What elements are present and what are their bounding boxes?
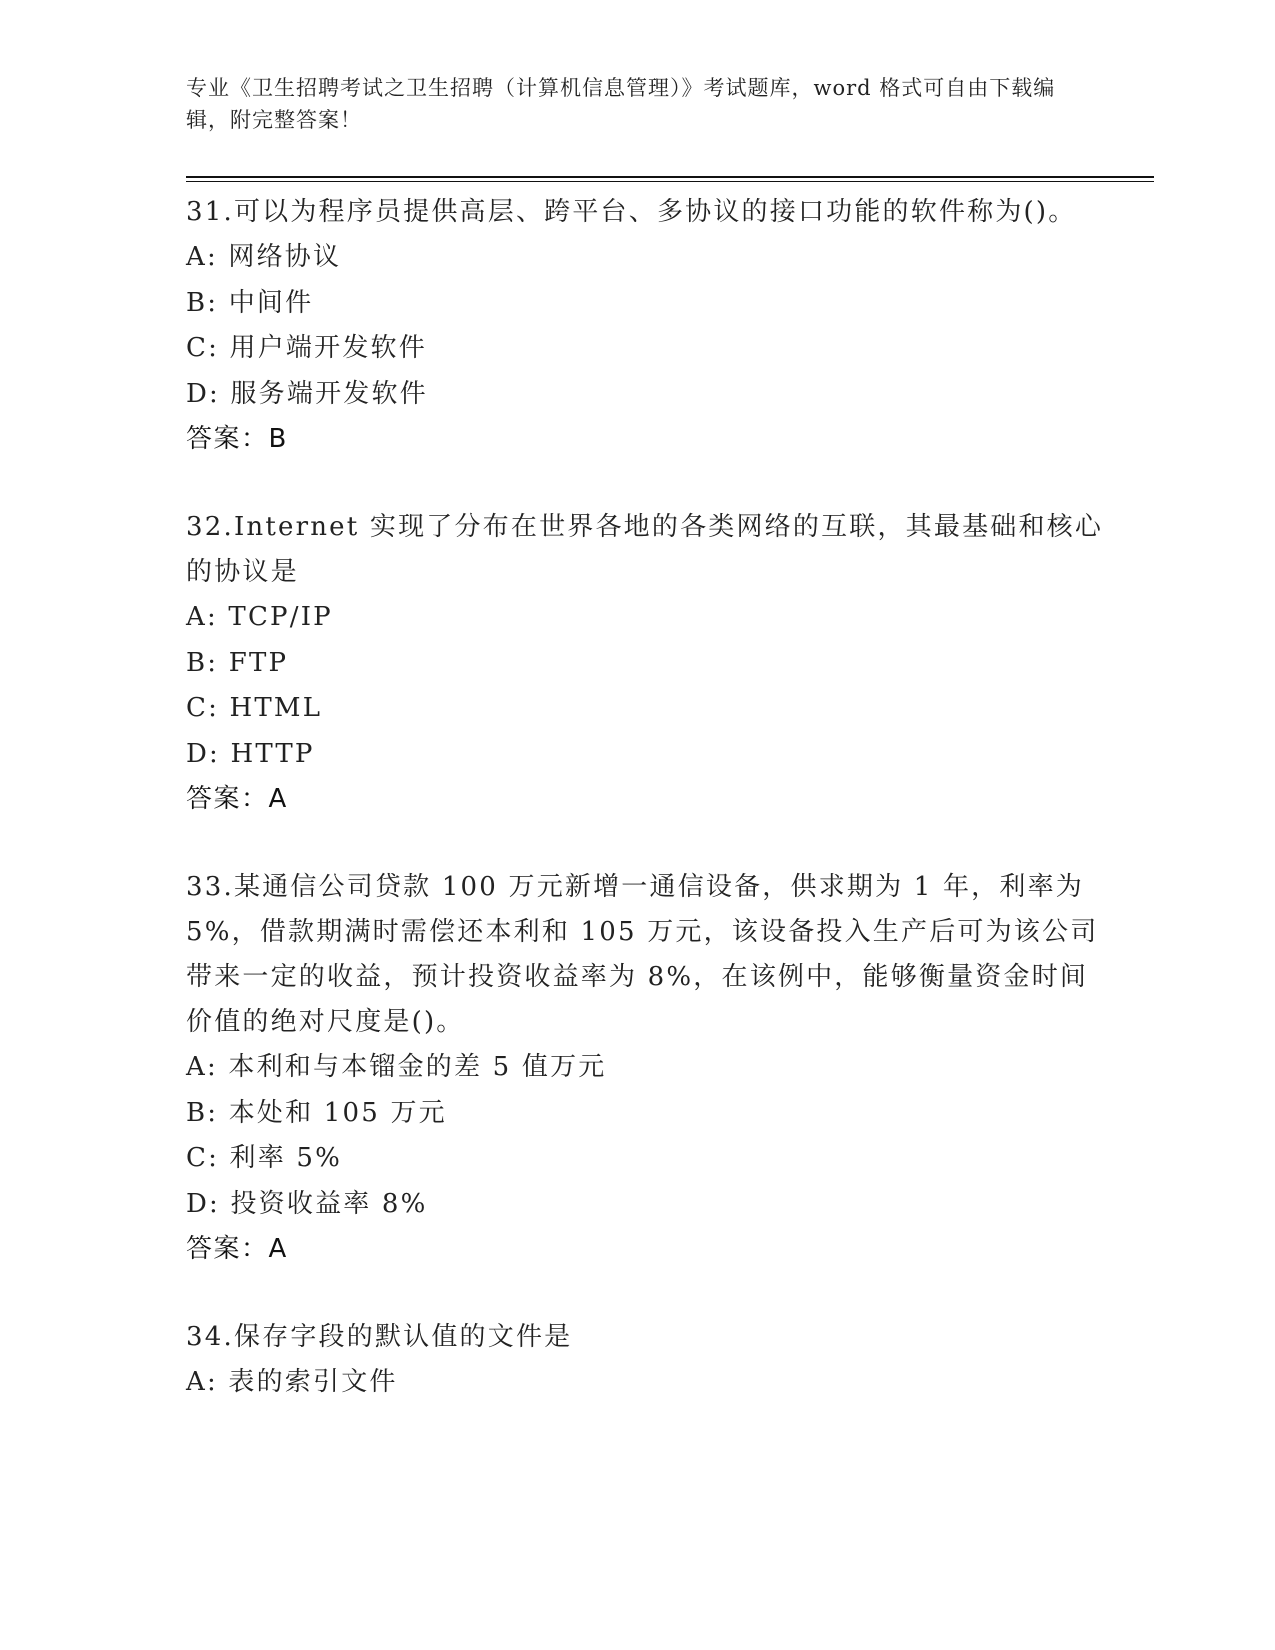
option-c: C: HTML bbox=[186, 693, 323, 723]
option-a: A: 网络协议 bbox=[186, 242, 342, 272]
option-b: B: FTP bbox=[186, 647, 289, 678]
answer-line: 答案：B bbox=[186, 424, 288, 454]
question-stem: 33.某通信公司贷款 100 万元新增一通信设备，供求期为 1 年，利率为 5%，借款期满时需偿还本利和 105 万元，该设备投入生产后可为该公司带来一定的收益，预计投资收益率为 8%，在该例中，能够衡量资金时间价值的绝对尺度是()。 bbox=[186, 872, 1099, 1037]
header-rule-thick bbox=[186, 176, 1154, 178]
option-a: A: TCP/IP bbox=[186, 602, 333, 632]
answer-line: 答案：A bbox=[186, 784, 288, 814]
question-31 bbox=[186, 190, 1106, 462]
header-rule-thin bbox=[186, 181, 1154, 182]
question-34 bbox=[186, 1315, 1106, 1406]
option-c: C: 利率 5% bbox=[186, 1143, 343, 1173]
document-intro: 专业《卫生招聘考试之卫生招聘（计算机信息管理）》考试题库，word 格式可自由下载编辑，附完整答案！ bbox=[186, 76, 1056, 132]
question-stem: 32.Internet 实现了分布在世界各地的各类网络的互联，其最基础和核心的协议是 bbox=[186, 512, 1104, 587]
option-d: D: HTTP bbox=[186, 738, 315, 769]
option-a: A: 本利和与本镏金的差 5 值万元 bbox=[186, 1052, 607, 1082]
option-d: D: 服务端开发软件 bbox=[186, 378, 428, 409]
option-b: B: 本处和 105 万元 bbox=[186, 1097, 447, 1128]
question-32 bbox=[186, 505, 1106, 822]
option-b: B: 中间件 bbox=[186, 287, 314, 318]
option-d: D: 投资收益率 8% bbox=[186, 1188, 428, 1219]
question-list bbox=[186, 190, 1106, 1449]
option-a: A: 表的索引文件 bbox=[186, 1367, 398, 1397]
answer-line: 答案：A bbox=[186, 1234, 288, 1264]
option-c: C: 用户端开发软件 bbox=[186, 333, 427, 363]
question-stem: 34.保存字段的默认值的文件是 bbox=[186, 1322, 573, 1352]
question-stem: 31.可以为程序员提供高层、跨平台、多协议的接口功能的软件称为()。 bbox=[186, 197, 1077, 227]
question-33 bbox=[186, 865, 1106, 1272]
